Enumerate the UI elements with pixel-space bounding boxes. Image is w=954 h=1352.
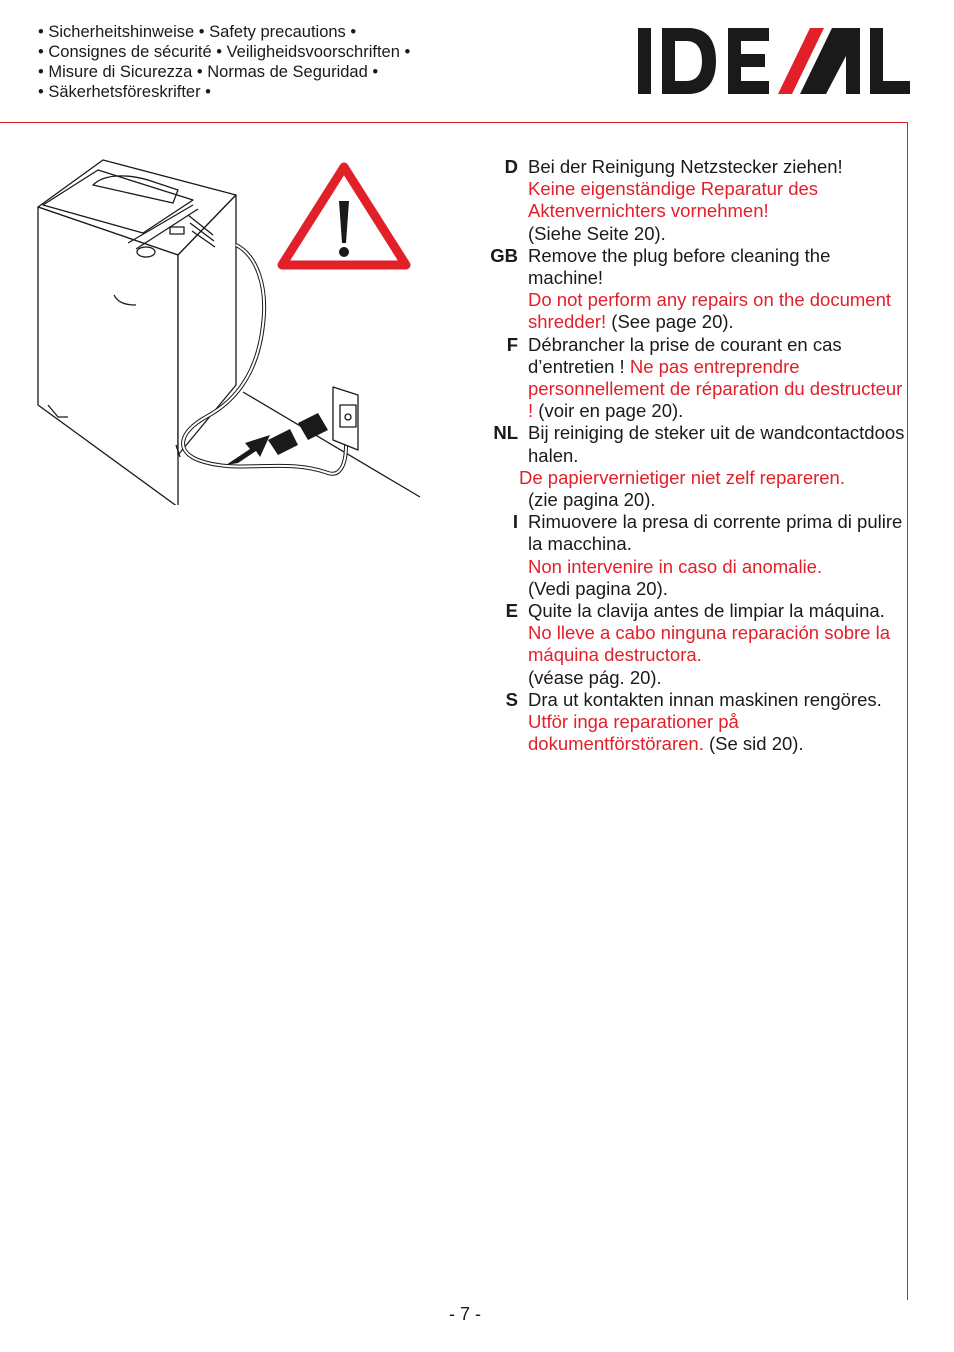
- instruction-text: Bij reiniging de steker uit de wandcontactdoos halen. De papiervernietiger niet zelf repareren. (zie pagina 20).: [519, 422, 905, 511]
- instruction-entry: [480, 511, 905, 600]
- instruction-list: [480, 156, 905, 755]
- language-code: E: [505, 600, 518, 622]
- instruction-text: Quite la clavija antes de limpiar la máquina. No lleve a cabo ninguna reparación sobre la máquina destructora. (véase pág. 20).: [528, 600, 891, 688]
- page-number: - 7 -: [448, 1304, 481, 1324]
- instruction-text: Débrancher la prise de courant en cas d’entretien ! Ne pas entreprendre personnellement de réparation du destructeur ! (voir en page 20).: [528, 333, 903, 422]
- language-code: GB: [490, 244, 518, 266]
- instruction-entry: [480, 334, 905, 423]
- arrow-icon: [226, 413, 328, 465]
- warning-triangle-icon: [282, 167, 406, 265]
- shredder-illustration: [28, 155, 428, 505]
- instruction-text: Rimuovere la presa di corrente prima di pulire la macchina. Non intervenire in caso di anomalie. (Vedi pagina 20).: [528, 511, 903, 599]
- instruction-entry: [480, 600, 905, 689]
- instruction-entry: [480, 156, 905, 245]
- instruction-entry: [480, 245, 905, 334]
- heading-line: • Consignes de sécurité • Veiligheidsvoorschriften •: [38, 43, 411, 61]
- instruction-entry: [480, 689, 905, 756]
- instruction-text: Remove the plug before cleaning the machine! Do not perform any repairs on the document shredder! (See page 20).: [528, 244, 891, 333]
- heading-line: • Säkerhetsföreskrifter •: [38, 83, 211, 101]
- language-code: S: [505, 688, 518, 710]
- heading-line: • Misure di Sicurezza • Normas de Seguridad •: [38, 63, 379, 81]
- heading-line: • Sicherheitshinweise • Safety precautions •: [38, 23, 357, 41]
- floor-wall-line: [243, 392, 420, 497]
- instruction-text: Bei der Reinigung Netzstecker ziehen! Keine eigenständige Reparatur des Aktenvernichters vornehmen! (Siehe Seite 20).: [528, 156, 843, 244]
- language-code: D: [504, 156, 518, 177]
- instruction-entry: [480, 422, 905, 511]
- wall-socket-icon: [333, 387, 358, 450]
- language-code: F: [506, 333, 518, 355]
- language-code: I: [512, 511, 518, 533]
- safety-heading: [38, 22, 410, 102]
- instruction-text: Dra ut kontakten innan maskinen rengöres. Utför inga reparationer på dokumentförstöraren. (Se sid 20).: [528, 688, 882, 755]
- shredder-icon: [38, 160, 236, 505]
- ideal-logo: [638, 26, 910, 96]
- language-code: NL: [493, 422, 518, 444]
- logo-text: IDEAL: [638, 26, 641, 27]
